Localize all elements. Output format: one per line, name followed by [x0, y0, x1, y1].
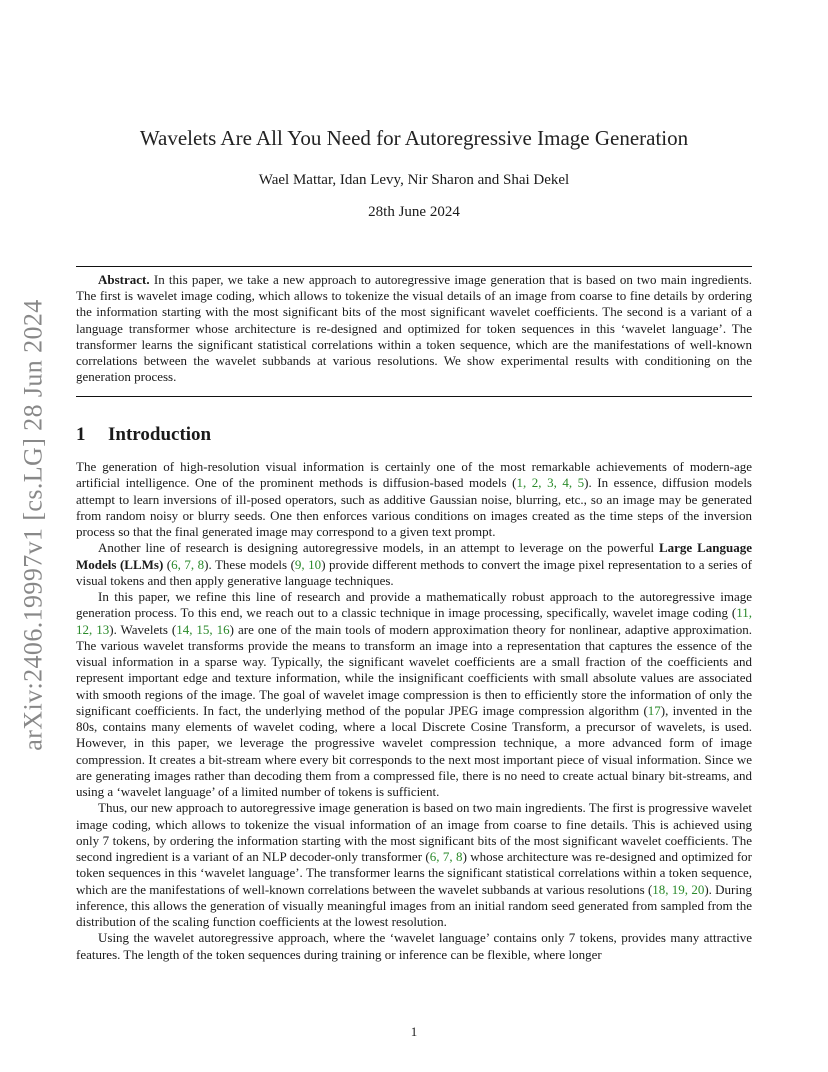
paragraph-text: Another line of research is designing autoregressive models, in an attempt to leverage on the powerful	[98, 540, 659, 556]
introduction-body	[76, 459, 752, 963]
paper-date: 28th June 2024	[368, 204, 460, 220]
paragraph-3	[76, 589, 752, 800]
citation-link[interactable]: 1, 2, 3, 4, 5	[516, 475, 585, 491]
citation-link[interactable]: 6, 7, 8	[429, 849, 463, 864]
paragraph-text: ) are one of the main tools of modern approximation theory for nonlinear, adaptive approximation. The various wavelet transforms provide the means to transform an image into a representation that captures the essence of the visual information in a sparse way. Typically, the significant wavelet coefficients are a small fraction of the coefficients and represent important edge and texture information, while the insignificant coefficients with small absolute values are associated with smooth regions of the image. The goal of wavelet image compression is then to efficiently store the information of only the significant coefficients. In fact, the underlying method of the popular JPEG image compression algorithm (	[76, 621, 753, 718]
paragraph-text: ). These models (	[204, 556, 295, 572]
abstract-bottom-rule	[76, 396, 752, 397]
paragraph-text: ). During inference, this allows the generation of visually meaningful images from an initial random seed generated from sampled from the distribution of the scaling function coefficients at the lowest resolution.	[76, 881, 752, 929]
citation-link[interactable]: 17	[647, 702, 661, 718]
paragraph-4	[76, 800, 752, 930]
citation-link[interactable]: 11, 12, 13	[76, 605, 752, 637]
citation-link[interactable]: 6, 7, 8	[171, 556, 205, 572]
citation-link[interactable]: 14, 15, 16	[176, 621, 230, 637]
paragraph-text: In this paper, we refine this line of research and provide a mathematically robust approach to the autoregressive image generation process. To this end, we reach out to a classic technique in image processing, specifically, wavelet image coding (	[76, 589, 752, 621]
paragraph-text: (	[163, 556, 172, 572]
paper-title: Wavelets Are All You Need for Autoregressive Image Generation	[139, 126, 689, 150]
abstract-label: Abstract.	[98, 272, 150, 287]
abstract-block	[76, 272, 752, 385]
paragraph-text: The generation of high-resolution visual information is certainly one of the most remarkable achievements of modern-age artificial intelligence. One of the prominent methods is diffusion-based models (	[76, 459, 752, 491]
paragraph-text: ) provide different methods to convert the image pixel representation to a series of visual tokens and then apply generative language techniques.	[76, 556, 753, 588]
section-heading	[76, 424, 211, 446]
paragraph-text: ). In essence, diffusion models attempt to learn inversions of ill-posed operators, such as additive Gaussian noise, blurring, etc., so an image may be generated from random noisy or blurry seeds. One then enforces various conditions on images created as the time steps of the inversion process so that the final generated image may correspond to a given text prompt.	[76, 475, 752, 539]
paragraph-5	[76, 930, 752, 963]
abstract-text: In this paper, we take a new approach to autoregressive image generation that is based on two main ingredients. The first is wavelet image coding, which allows to tokenize the visual details of an image from coarse to fine details by ordering the information starting with the most significant bits of the most significant wavelet coefficients. The second is a variant of a language transformer whose architecture is re-designed and optimized for token sequences in this ‘wavelet language’. The transformer learns the significant statistical correlations within a token sequence, which are the manifestations of well-known correlations between the wavelet subbands at various resolutions. We show experimental results with conditioning on the generation process.	[76, 272, 753, 385]
paragraph-text: ), invented in the 80s, contains many elements of wavelet coding, where a local Discrete Cosine Transform, a precursor of wavelets, is used. However, in this paper, we leverage the progressive wavelet compression technique, a more advanced form of image compression. It creates a bit-stream where every bit corresponds to the next most important piece of visual information. Since we are generating images rather than decoding them from a compressed file, there is no need to create actual binary bit-streams, and using a ‘wavelet language’ of a limited number of tokens is sufficient.	[76, 702, 752, 799]
paragraph-2	[76, 540, 752, 589]
citation-link[interactable]: 18, 19, 20	[652, 881, 705, 897]
section-number: 1	[76, 424, 86, 445]
paragraph-text: ). Wavelets (	[109, 621, 177, 637]
abstract-top-rule	[76, 266, 752, 267]
arxiv-identifier-text: arXiv:2406.19997v1 [cs.LG] 28 Jun 2024	[19, 299, 48, 751]
paper-authors: Wael Mattar, Idan Levy, Nir Sharon and Shai Dekel	[258, 172, 570, 188]
arxiv-identifier-stamp	[19, 290, 49, 760]
bold-term: Large Language Models (LLMs)	[76, 540, 752, 572]
paragraph-text: Using the wavelet autoregressive approach, where the ‘wavelet language’ contains only 7 tokens, provides many attractive features. The length of the token sequences during training or inference can be flexible, where longer	[76, 930, 752, 962]
paragraph-text: ) whose architecture was re-designed and optimized for token sequences in this ‘wavelet language’. The transformer learns the significant statistical correlations within a token sequence, which are the manifestations of well-known correlations between the wavelet subbands at various resolutions (	[76, 849, 752, 897]
page-number: 1	[410, 1024, 418, 1039]
paragraph-1	[76, 459, 752, 540]
section-title: Introduction	[108, 424, 212, 445]
paragraph-text: Thus, our new approach to autoregressive image generation is based on two main ingredients. The first is progressive wavelet image coding, which allows to tokenize the visual information of an image from coarse to fine details. This is achieved using only 7 tokens, by ordering the information starting with the most significant bits of the most significant wavelet coefficients. The second ingredient is a variant of an NLP decoder-only transformer (	[76, 800, 752, 864]
citation-link[interactable]: 9, 10	[294, 556, 322, 572]
